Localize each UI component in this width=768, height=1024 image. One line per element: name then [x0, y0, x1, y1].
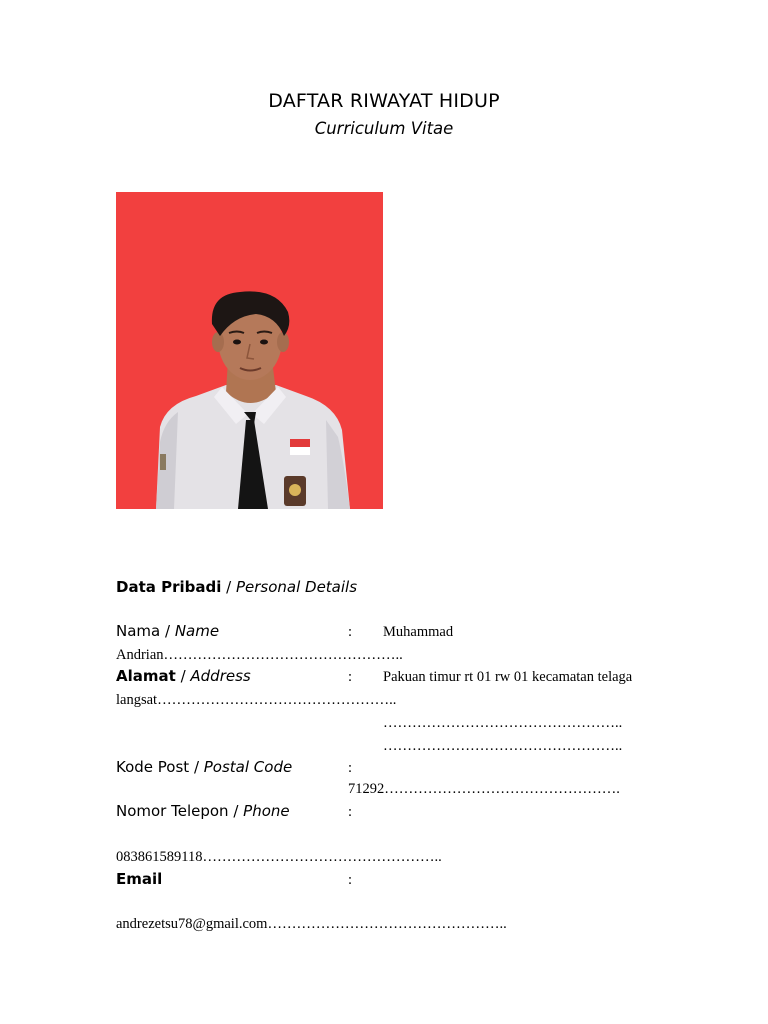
field-label-phone: Nomor Telepon / Phone: [116, 802, 290, 820]
field-value-email: andrezetsu78@gmail.com…………………………………………..: [116, 916, 507, 932]
address-dotted-line-1: …………………………………………..: [383, 715, 623, 731]
section-heading-personal-details: Data Pribadi / Personal Details: [116, 578, 358, 596]
field-value-address-continued: langsat…………………………………………..: [116, 692, 397, 708]
field-colon-address: :: [348, 669, 353, 685]
field-label-postal-code: Kode Post / Postal Code: [116, 758, 293, 776]
field-value-name: Muhammad: [383, 624, 454, 640]
field-value-name-continued: Andrian…………………………………………..: [116, 647, 403, 663]
page-subtitle: Curriculum Vitae: [314, 119, 454, 138]
field-value-address: Pakuan timur rt 01 rw 01 kecamatan telaga: [383, 669, 633, 685]
field-colon-name: :: [348, 624, 353, 640]
field-colon-postal-code: :: [348, 760, 353, 776]
address-dotted-line-2: …………………………………………..: [383, 738, 623, 754]
field-value-phone: 083861589118…………………………………………..: [116, 849, 442, 865]
field-colon-email: :: [348, 872, 353, 888]
page-title: DAFTAR RIWAYAT HIDUP: [268, 90, 500, 112]
field-label-name: Nama / Name: [116, 622, 220, 640]
field-label-address: Alamat / Address: [116, 667, 251, 685]
field-label-email: Email: [116, 870, 163, 888]
field-colon-phone: :: [348, 804, 353, 820]
profile-photo: [116, 192, 383, 509]
field-value-postal-code: 71292………………………………………….: [348, 781, 620, 797]
